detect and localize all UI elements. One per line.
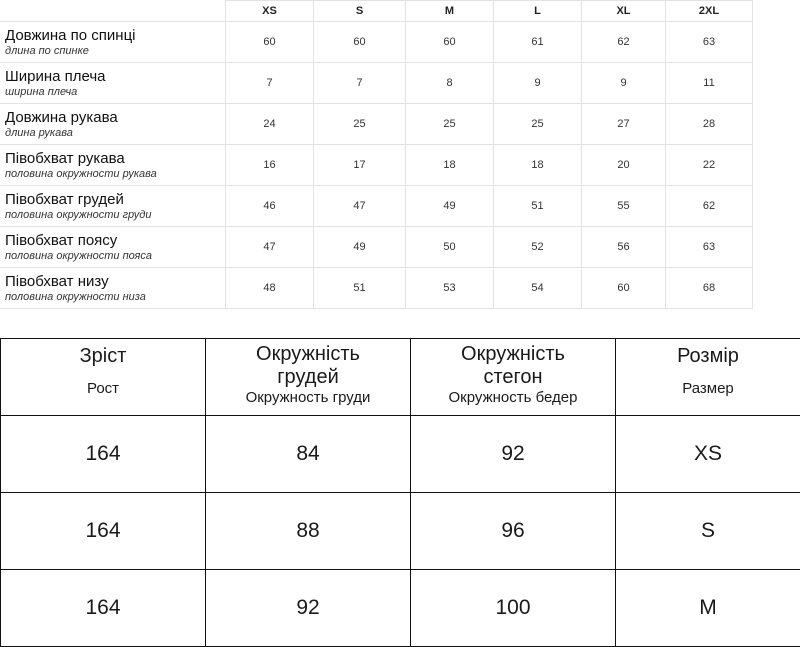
measurement-value: 54 bbox=[494, 268, 582, 309]
height-value: 164 bbox=[1, 493, 206, 570]
measurement-value: 50 bbox=[406, 227, 494, 268]
measurement-value: 61 bbox=[494, 22, 582, 63]
measurement-value: 51 bbox=[494, 186, 582, 227]
measurement-label: Півобхват поясу bbox=[5, 232, 225, 249]
hips-header-sublabel: Окружность бедер bbox=[411, 389, 615, 407]
measurement-sublabel: половина окружности пояса bbox=[5, 249, 225, 263]
measurement-label-cell bbox=[1, 104, 226, 145]
size-chart-header-row bbox=[1, 339, 800, 416]
height-header-label: Зріст bbox=[1, 345, 205, 368]
measurement-label-cell bbox=[1, 22, 226, 63]
size-chart-row bbox=[1, 416, 800, 493]
measurement-row bbox=[1, 268, 753, 309]
measurement-value: 55 bbox=[582, 186, 666, 227]
measurement-label: Довжина рукава bbox=[5, 109, 225, 126]
chest-header-label: Окружність грудей bbox=[206, 343, 410, 389]
measurement-value: 63 bbox=[666, 227, 753, 268]
measurement-value: 25 bbox=[406, 104, 494, 145]
measurement-sublabel: ширина плеча bbox=[5, 85, 225, 99]
header-corner bbox=[1, 1, 226, 22]
height-value: 164 bbox=[1, 570, 206, 647]
measurement-value: 68 bbox=[666, 268, 753, 309]
measurement-value: 11 bbox=[666, 63, 753, 104]
chest-value: 92 bbox=[206, 570, 411, 647]
measurement-row bbox=[1, 186, 753, 227]
measurement-value: 49 bbox=[406, 186, 494, 227]
hips-value: 96 bbox=[411, 493, 616, 570]
measurement-header-row bbox=[1, 1, 753, 22]
size-value: XS bbox=[616, 416, 800, 493]
hips-value: 92 bbox=[411, 416, 616, 493]
measurement-row bbox=[1, 104, 753, 145]
measurement-row bbox=[1, 22, 753, 63]
measurement-value: 47 bbox=[314, 186, 406, 227]
measurement-value: 16 bbox=[226, 145, 314, 186]
measurement-sublabel: длина рукава bbox=[5, 126, 225, 140]
measurement-table bbox=[0, 0, 753, 309]
measurement-sublabel: половина окружности низа bbox=[5, 290, 225, 304]
measurement-value: 52 bbox=[494, 227, 582, 268]
measurement-row bbox=[1, 227, 753, 268]
measurement-sublabel: половина окружности рукава bbox=[5, 167, 225, 181]
measurement-value: 60 bbox=[226, 22, 314, 63]
size-header-xl: XL bbox=[582, 1, 666, 22]
measurement-label: Півобхват грудей bbox=[5, 191, 225, 208]
height-value: 164 bbox=[1, 416, 206, 493]
measurement-value: 18 bbox=[494, 145, 582, 186]
chest-value: 88 bbox=[206, 493, 411, 570]
measurement-value: 9 bbox=[494, 63, 582, 104]
measurement-value: 9 bbox=[582, 63, 666, 104]
measurement-label-cell bbox=[1, 186, 226, 227]
hips-value: 100 bbox=[411, 570, 616, 647]
hips-header bbox=[411, 339, 616, 416]
measurement-label-cell bbox=[1, 145, 226, 186]
measurement-sublabel: длина по спинке bbox=[5, 44, 225, 58]
measurement-value: 8 bbox=[406, 63, 494, 104]
measurement-value: 60 bbox=[406, 22, 494, 63]
measurement-value: 51 bbox=[314, 268, 406, 309]
size-header-s: S bbox=[314, 1, 406, 22]
size-chart-row bbox=[1, 493, 800, 570]
measurement-row bbox=[1, 145, 753, 186]
measurement-value: 46 bbox=[226, 186, 314, 227]
measurement-value: 7 bbox=[226, 63, 314, 104]
measurement-label: Довжина по спинці bbox=[5, 27, 225, 44]
size-header-m: M bbox=[406, 1, 494, 22]
hips-header-label: Окружність стегон bbox=[411, 343, 615, 389]
measurement-value: 27 bbox=[582, 104, 666, 145]
measurement-value: 20 bbox=[582, 145, 666, 186]
size-header bbox=[616, 339, 800, 416]
size-chart-table bbox=[0, 338, 800, 647]
measurement-value: 24 bbox=[226, 104, 314, 145]
measurement-label: Ширина плеча bbox=[5, 68, 225, 85]
size-value: S bbox=[616, 493, 800, 570]
measurement-value: 18 bbox=[406, 145, 494, 186]
measurement-value: 7 bbox=[314, 63, 406, 104]
size-header-l: L bbox=[494, 1, 582, 22]
measurement-value: 62 bbox=[582, 22, 666, 63]
measurement-value: 28 bbox=[666, 104, 753, 145]
measurement-value: 62 bbox=[666, 186, 753, 227]
size-header-2xl: 2XL bbox=[666, 1, 753, 22]
measurement-value: 60 bbox=[314, 22, 406, 63]
measurement-label-cell bbox=[1, 227, 226, 268]
size-value: M bbox=[616, 570, 800, 647]
size-chart-row bbox=[1, 570, 800, 647]
measurement-label-cell bbox=[1, 63, 226, 104]
chest-value: 84 bbox=[206, 416, 411, 493]
measurement-value: 17 bbox=[314, 145, 406, 186]
height-header-sublabel: Рост bbox=[1, 380, 205, 398]
measurement-value: 48 bbox=[226, 268, 314, 309]
measurement-value: 63 bbox=[666, 22, 753, 63]
size-header-xs: XS bbox=[226, 1, 314, 22]
measurement-value: 22 bbox=[666, 145, 753, 186]
measurement-label: Півобхват рукава bbox=[5, 150, 225, 167]
measurement-value: 47 bbox=[226, 227, 314, 268]
height-header bbox=[1, 339, 206, 416]
measurement-row bbox=[1, 63, 753, 104]
measurement-label: Півобхват низу bbox=[5, 273, 225, 290]
measurement-value: 49 bbox=[314, 227, 406, 268]
size-header-label: Розмір bbox=[616, 345, 800, 368]
measurement-value: 53 bbox=[406, 268, 494, 309]
measurement-value: 60 bbox=[582, 268, 666, 309]
measurement-value: 25 bbox=[314, 104, 406, 145]
measurement-sublabel: половина окружности груди bbox=[5, 208, 225, 222]
chest-header bbox=[206, 339, 411, 416]
size-header-sublabel: Размер bbox=[616, 380, 800, 398]
chest-header-sublabel: Окружность груди bbox=[206, 389, 410, 407]
measurement-value: 56 bbox=[582, 227, 666, 268]
measurement-label-cell bbox=[1, 268, 226, 309]
measurement-value: 25 bbox=[494, 104, 582, 145]
